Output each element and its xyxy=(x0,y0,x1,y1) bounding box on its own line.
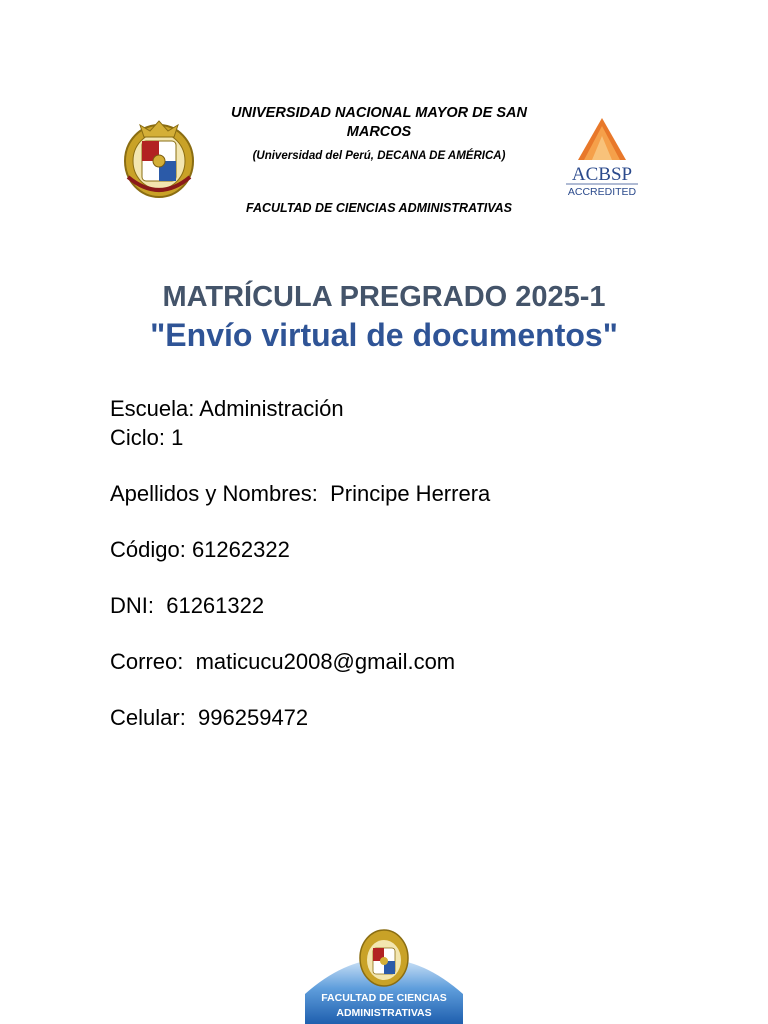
acbsp-name: ACBSP xyxy=(571,164,633,185)
university-name: UNIVERSIDAD NACIONAL MAYOR DE SAN MARCOS xyxy=(231,105,527,140)
faculty-name: FACULTAD DE CIENCIAS ADMINISTRATIVAS xyxy=(246,201,512,215)
page-title: MATRÍCULA PREGRADO 2025-1 xyxy=(162,281,606,313)
correo-field: Correo: maticucu2008@gmail.com xyxy=(110,649,456,674)
escuela-field: Escuela: Administración xyxy=(110,396,344,421)
acbsp-accredited-logo xyxy=(560,116,644,200)
footer-logo-text-2: ADMINISTRATIVAS xyxy=(336,1007,432,1019)
codigo-field: Código: 61262322 xyxy=(110,537,290,562)
page-subtitle: "Envío virtual de documentos" xyxy=(150,317,618,353)
dni-field: DNI: 61261322 xyxy=(110,593,265,618)
footer-logo-text-1: FACULTAD DE CIENCIAS xyxy=(321,992,447,1004)
celular-field: Celular: 996259472 xyxy=(110,705,309,730)
university-seal-logo xyxy=(120,117,198,201)
acbsp-status: ACCREDITED xyxy=(567,186,637,198)
university-subtitle: (Universidad del Perú, DECANA DE AMÉRICA) xyxy=(252,150,506,162)
ciclo-field: Ciclo: 1 xyxy=(110,425,184,450)
nombres-field: Apellidos y Nombres: Principe Herrera xyxy=(110,481,491,506)
